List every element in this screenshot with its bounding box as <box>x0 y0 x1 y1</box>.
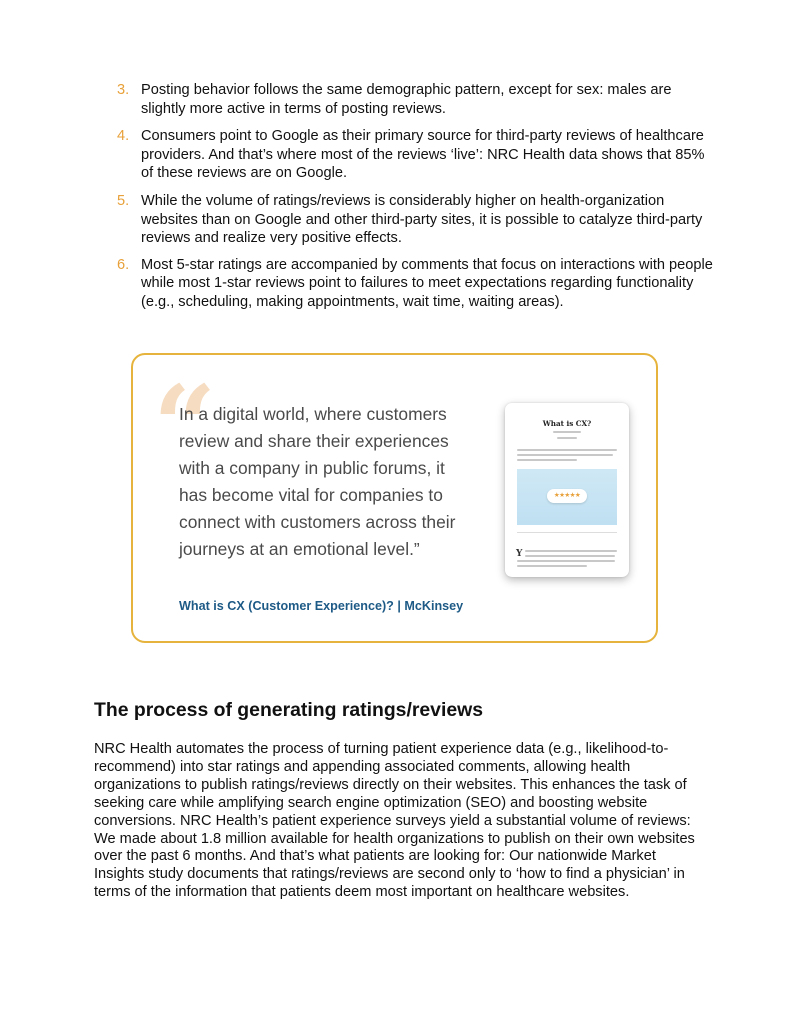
thumbnail-line <box>525 550 617 552</box>
thumbnail-title: What is CX? <box>542 419 592 428</box>
thumbnail-line <box>525 555 615 557</box>
list-number: 4. <box>117 128 130 145</box>
list-item <box>117 192 717 248</box>
list-text: While the volume of ratings/reviews is considerably higher on health-organization websites than on Google and other third-party sites, it is possible to catalyze third-party reviews and realize very positive effects. <box>141 192 703 247</box>
section-heading: The process of generating ratings/reviews <box>94 699 484 721</box>
thumbnail-line <box>517 560 615 562</box>
list-item <box>117 127 717 183</box>
list-number: 3. <box>117 82 130 98</box>
list-text: Consumers point to Google as their primary source for third-party reviews of healthcare providers. And that’s where most of the reviews ‘live’: NRC Health data shows that 85% of these reviews are on Google. <box>141 128 705 182</box>
list-item <box>117 81 717 118</box>
thumbnail-initial: Y <box>516 549 523 559</box>
thumbnail-image <box>517 469 617 525</box>
stars-icon: ★★★★★ <box>547 489 587 503</box>
thumbnail-line <box>557 437 577 439</box>
thumbnail-line <box>553 431 581 433</box>
section-body: NRC Health automates the process of turning patient experience data (e.g., likelihood-to-recommend) into star ratings and appending associated comments, allowing health organizations to publish ratings/reviews directly on their websites. This enhances the task of seeking care while amplifying search engine optimization (SEO) and boosting website conversions. NRC Health’s patient experience surveys yield a substantial volume of reviews: We made about 1.8 million available for health organizations to publish on their own websites over the past 6 months. And that’s what patients are looking for: Our nationwide Market Insights study documents that ratings/reviews are second only to ‘how to find a physician’ in terms of the information that patients deem most important on healthcare websites. <box>94 741 695 901</box>
quote-text: In a digital world, where customers review and share their experiences with a company in public forums, it has become vital for companies to connect with customers across their journeys at an emotional level.” <box>179 404 456 559</box>
thumbnail-line <box>517 565 587 567</box>
list-number: 6. <box>117 256 130 273</box>
thumbnail-line <box>517 454 613 456</box>
article-thumbnail <box>505 403 629 577</box>
list-text: Most 5-star ratings are accompanied by comments that focus on interactions with people while most 1-star reviews point to failures to meet expectations regarding functionality (e.g., scheduling, making appointments, wait time, waiting areas). <box>141 256 713 310</box>
list-text: Posting behavior follows the same demographic pattern, except for sex: males are slightly more active in terms of posting reviews. <box>141 82 672 117</box>
thumbnail-divider <box>517 532 617 533</box>
thumbnail-line <box>517 449 617 451</box>
thumbnail-line <box>517 459 577 461</box>
list-number: 5. <box>117 192 130 209</box>
quote-source-link[interactable]: What is CX (Customer Experience)? | McKinsey <box>179 599 464 613</box>
list-item <box>117 256 717 312</box>
findings-list <box>117 81 717 321</box>
quote-mark-icon: “ <box>153 361 217 490</box>
quote-callout <box>131 353 658 643</box>
